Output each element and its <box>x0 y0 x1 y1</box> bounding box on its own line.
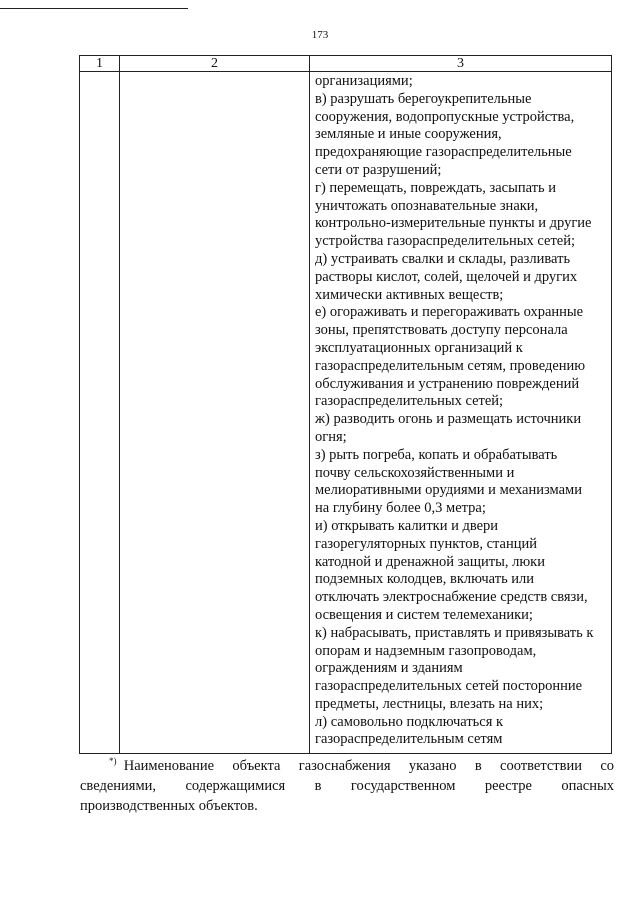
text-line: л) самовольно подключаться к <box>315 713 504 730</box>
text-line: ограждениям и зданиям <box>315 660 463 677</box>
text-line: эксплуатационных организаций к <box>315 339 523 356</box>
text-line: газораспределительным сетям <box>315 731 503 748</box>
footnote-word: реестре <box>484 778 532 794</box>
footnote-word <box>600 756 614 776</box>
cell-col-1 <box>80 72 120 754</box>
prohibitions-list <box>315 73 611 749</box>
text-line: устройства газораспределительных сетей; <box>315 233 576 250</box>
footnote-word-text: объекта <box>232 758 281 774</box>
text-line: к) набрасывать, приставлять и привязывать к <box>315 624 594 641</box>
footnote-word <box>299 756 391 776</box>
text-line: подземных колодцев, включать или <box>315 571 535 588</box>
text-line: газораспределительных сетей; <box>315 393 504 410</box>
footnote-word-text: Наименование <box>123 758 215 774</box>
text-line: сети от разрушений; <box>315 161 442 178</box>
footnote-word-text: соответствии <box>500 758 582 774</box>
header-col-1: 1 <box>80 56 120 72</box>
footnote-word-text: указано <box>408 758 457 774</box>
page-number: 173 <box>311 29 329 41</box>
header-col-3: 3 <box>310 56 612 72</box>
footnote-line-1 <box>80 756 614 776</box>
footnote <box>80 756 614 816</box>
footnote-line-2 <box>80 776 614 796</box>
text-line: зоны, препятствовать доступу персонала <box>315 322 568 339</box>
footnote-word: сведениями, <box>80 778 157 794</box>
footnote-word-text: в <box>474 758 482 774</box>
text-line: сооружения, водопропускные устройства, <box>315 108 575 125</box>
footnote-word <box>500 756 582 776</box>
footnote-line-3: производственных объектов. <box>80 798 258 814</box>
header-col-2: 2 <box>120 56 310 72</box>
text-line: уничтожать опознавательные знаки, <box>315 197 539 214</box>
text-line: з) рыть погреба, копать и обрабатывать <box>315 446 558 463</box>
text-line: освещения и систем телемеханики; <box>315 606 533 623</box>
top-rule <box>0 8 188 9</box>
text-line: обслуживания и устранению повреждений <box>315 375 580 392</box>
table-row <box>80 72 612 754</box>
footnote-word-text: со <box>600 758 614 774</box>
text-line: ж) разводить огонь и размещать источники <box>315 411 582 428</box>
cell-col-2 <box>120 72 310 754</box>
cell-col-3 <box>310 72 612 754</box>
text-line: г) перемещать, повреждать, засыпать и <box>315 179 557 196</box>
footnote-word: государственном <box>350 778 456 794</box>
footnote-word: в <box>314 778 322 794</box>
footnote-word: содержащимися <box>185 778 286 794</box>
text-line: д) устраивать свалки и склады, разливать <box>315 250 571 267</box>
text-line: мелиоративными орудиями и механизмами <box>315 482 582 499</box>
text-line: почву сельскохозяйственными и <box>315 464 515 481</box>
footnote-marker: *) <box>109 756 117 767</box>
text-line: газораспределительным сетям, проведению <box>315 357 586 374</box>
footnote-word <box>232 756 280 776</box>
text-line: предохраняющие газораспределительные <box>315 144 572 161</box>
text-line: катодной и дренажной защиты, люки <box>315 553 545 570</box>
footnote-word <box>109 756 214 776</box>
text-line: контрольно-измерительные пункты и другие <box>315 215 592 232</box>
text-line: в) разрушать берегоукрепительные <box>315 90 532 107</box>
text-line: и) открывать калитки и двери <box>315 517 499 534</box>
content-table <box>79 55 612 754</box>
text-line: е) огораживать и перегораживать охранные <box>315 304 584 321</box>
footnote-word: опасных <box>561 778 614 794</box>
text-line: растворы кислот, солей, щелочей и других <box>315 268 578 285</box>
text-line: огня; <box>315 428 347 445</box>
footnote-word-text: газоснабжения <box>298 758 391 774</box>
text-line: опорам и надземным газопроводам, <box>315 642 537 659</box>
text-line: земляные и иные сооружения, <box>315 126 502 143</box>
table-header-row <box>80 56 612 72</box>
text-line: химически активных веществ; <box>315 286 504 303</box>
footnote-word <box>409 756 457 776</box>
text-line: организациями; <box>315 73 413 89</box>
text-line: газораспределительных сетей посторонние <box>315 678 583 695</box>
text-line: отключать электроснабжение средств связи, <box>315 589 588 606</box>
footnote-word <box>475 756 482 776</box>
text-line: газорегуляторных пунктов, станций <box>315 535 537 552</box>
text-line: предметы, лестницы, влезать на них; <box>315 695 544 712</box>
text-line: на глубину более 0,3 метра; <box>315 500 486 517</box>
